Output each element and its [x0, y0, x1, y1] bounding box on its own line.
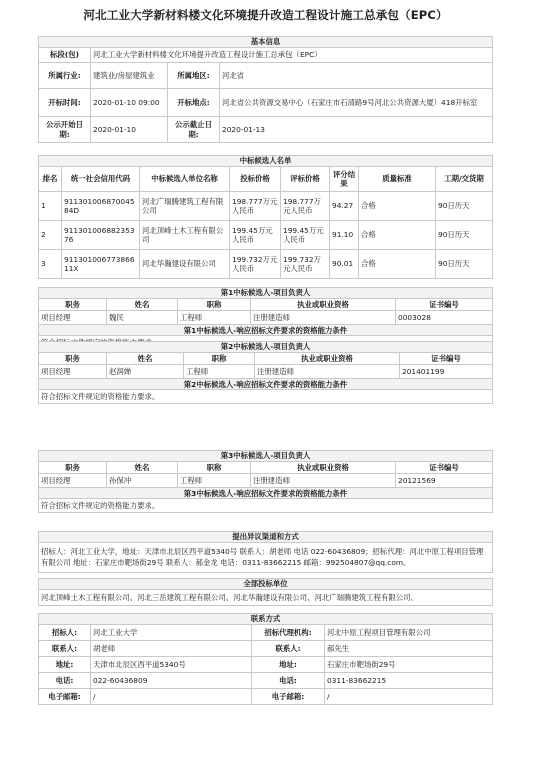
- column-header: 投标价格: [230, 167, 281, 192]
- table-row: [39, 365, 493, 379]
- basic-info-section: [38, 36, 493, 143]
- agency-email-value: /: [325, 689, 493, 705]
- table-cell: 合格: [359, 221, 436, 250]
- email-label: 电子邮箱:: [39, 689, 91, 705]
- table-cell: 90日历天: [436, 192, 493, 221]
- pm-qualification-header: 第1中标候选人-响应招标文件要求的资格能力条件: [39, 325, 493, 336]
- table-cell: 90日历天: [436, 221, 493, 250]
- table-row: [39, 221, 493, 250]
- agency-label: 招标代理机构:: [252, 625, 325, 641]
- table-cell: 工程师: [178, 474, 251, 488]
- table-cell: 91130100677386611X: [62, 250, 140, 279]
- column-header: 执业或职业资格: [251, 462, 396, 474]
- column-header: 职称: [178, 299, 251, 311]
- open-time-label: 开标时间:: [39, 89, 91, 117]
- column-header: 评分结果: [330, 167, 359, 192]
- objection-section: [38, 531, 493, 573]
- tenderer-contact-value: 胡老师: [91, 641, 252, 657]
- table-cell: 赵润婵: [107, 365, 184, 379]
- table-cell: 199.45万元人民币: [230, 221, 281, 250]
- table-row: [39, 474, 493, 488]
- column-header: 职称: [184, 353, 255, 365]
- agency-value: 河北中原工程项目管理有限公司: [325, 625, 493, 641]
- pm-section-header: 第3中标候选人-项目负责人: [39, 451, 493, 462]
- agency-phone-value: 0311-83662215: [325, 673, 493, 689]
- column-header: 质量标准: [359, 167, 436, 192]
- table-cell: 注册建造师: [255, 365, 400, 379]
- table-cell: 项目经理: [39, 311, 107, 325]
- table-cell: 90.01: [330, 250, 359, 279]
- column-header: 姓名: [107, 462, 178, 474]
- all-bidders-section: [38, 578, 493, 606]
- column-header: 统一社会信用代码: [62, 167, 140, 192]
- tenderer-label: 招标人:: [39, 625, 91, 641]
- column-header: 执业或职业资格: [251, 299, 396, 311]
- table-cell: 91130100687004584D: [62, 192, 140, 221]
- agency-address-value: 石家庄市靶场街29号: [325, 657, 493, 673]
- tenderer-value: 河北工业大学: [91, 625, 252, 641]
- pm-section-header: 第1中标候选人-项目负责人: [39, 288, 493, 299]
- column-header: 排名: [39, 167, 62, 192]
- pm-qualification-text: 符合招标文件规定的资格能力要求。: [39, 390, 493, 404]
- table-cell: 合格: [359, 192, 436, 221]
- industry-label: 所属行业:: [39, 63, 91, 89]
- email-label: 电子邮箱:: [252, 689, 325, 705]
- candidates-table: [38, 155, 493, 279]
- table-cell: 2: [39, 221, 62, 250]
- pub-start-label: 公示开始日期:: [39, 117, 91, 143]
- table-row: [39, 311, 493, 325]
- contact-table: [38, 613, 493, 705]
- table-cell: 3: [39, 250, 62, 279]
- table-cell: 199.732万元人民币: [230, 250, 281, 279]
- table-cell: 198.777万元人民币: [281, 192, 330, 221]
- pm-qualification-header: 第2中标候选人-响应招标文件要求的资格能力条件: [39, 379, 493, 390]
- column-header: 评标价格: [281, 167, 330, 192]
- column-header: 执业或职业资格: [255, 353, 400, 365]
- table-cell: 注册建造师: [251, 311, 396, 325]
- contact-person-label: 联系人:: [252, 641, 325, 657]
- table-cell: 注册建造师: [251, 474, 396, 488]
- region-label: 所属地区:: [168, 63, 220, 89]
- table-cell: 河北广瑞腾建筑工程有限公司: [140, 192, 230, 221]
- open-time-value: 2020-01-10 09:00: [91, 89, 168, 117]
- all-bidders-table: [38, 578, 493, 606]
- contact-header: 联系方式: [39, 614, 493, 625]
- table-cell: 工程师: [178, 311, 251, 325]
- page-title: 河北工业大学新材料楼文化环境提升改造工程设计施工总承包（EPC）: [83, 8, 448, 22]
- column-header: 职务: [39, 353, 107, 365]
- table-cell: 孙保冲: [107, 474, 178, 488]
- table-cell: 90日历天: [436, 250, 493, 279]
- table-cell: 94.27: [330, 192, 359, 221]
- candidates-header: 中标候选人名单: [39, 156, 493, 167]
- candidate-2-pm-section: [38, 341, 493, 404]
- column-header: 工期/交货期: [436, 167, 493, 192]
- open-place-label: 开标地点:: [168, 89, 220, 117]
- column-header: 职务: [39, 462, 107, 474]
- table-cell: 工程师: [184, 365, 255, 379]
- objection-text: 招标人：河北工业大学，地址：天津市北辰区西平道5340号 联系人：胡老师 电话 022-60436809；招标代理：河北中原工程项目管理有限公司 地址：石家庄市靶场街29号 联系人：郝金龙 电话：0311-83662215 邮箱：992504807@qq.com。: [39, 543, 493, 573]
- agency-contact-value: 郝先生: [325, 641, 493, 657]
- column-header: 职称: [178, 462, 251, 474]
- table-cell: 河北华瀚建设有限公司: [140, 250, 230, 279]
- column-header: 证书编号: [396, 299, 493, 311]
- basic-info-table: [38, 36, 493, 143]
- table-cell: 201401199: [400, 365, 493, 379]
- table-cell: 1: [39, 192, 62, 221]
- column-header: 职务: [39, 299, 107, 311]
- all-bidders-header: 全部投标单位: [39, 579, 493, 590]
- contact-person-label: 联系人:: [39, 641, 91, 657]
- bid-section-label: 标段(包): [39, 48, 91, 63]
- column-header: 姓名: [107, 299, 178, 311]
- candidate-3-pm-section: [38, 450, 493, 513]
- column-header: 证书编号: [396, 462, 493, 474]
- objection-table: [38, 531, 493, 573]
- pm-section-header: 第2中标候选人-项目负责人: [39, 342, 493, 353]
- column-header: 姓名: [107, 353, 184, 365]
- address-label: 地址:: [252, 657, 325, 673]
- basic-info-header: 基本信息: [39, 37, 493, 48]
- table-cell: 0003028: [396, 311, 493, 325]
- industry-value: 建筑业/房屋建筑业: [91, 63, 168, 89]
- all-bidders-text: 河北顶峰土木工程有限公司、河北三岳建筑工程有限公司、河北华瀚建设有限公司、河北广瑞腾建筑工程有限公司、: [39, 590, 493, 606]
- bid-section-value: 河北工业大学新材料楼文化环境提升改造工程设计施工总承包（EPC）: [91, 48, 493, 63]
- candidates-column-headers: [39, 167, 493, 192]
- pub-start-value: 2020-01-10: [91, 117, 168, 143]
- table-cell: 199.732万元人民币: [281, 250, 330, 279]
- table-cell: 198.777万元人民币: [230, 192, 281, 221]
- table-row: [39, 192, 493, 221]
- table-cell: 20121569: [396, 474, 493, 488]
- phone-label: 电话:: [39, 673, 91, 689]
- address-label: 地址:: [39, 657, 91, 673]
- region-value: 河北省: [220, 63, 493, 89]
- candidates-section: [38, 155, 493, 279]
- table-cell: 河北顶峰土木工程有限公司: [140, 221, 230, 250]
- candidate-3-pm-table: [38, 450, 493, 513]
- table-cell: 项目经理: [39, 474, 107, 488]
- phone-label: 电话:: [252, 673, 325, 689]
- tenderer-address-value: 天津市北辰区西平道5340号: [91, 657, 252, 673]
- tenderer-email-value: /: [91, 689, 252, 705]
- open-place-value: 河北省公共资源交易中心（石家庄市石清路9号河北公共资源大厦）418开标室: [220, 89, 493, 117]
- candidate-2-pm-table: [38, 341, 493, 404]
- table-cell: 项目经理: [39, 365, 107, 379]
- pub-end-label: 公示截止日期:: [168, 117, 220, 143]
- pm-qualification-header: 第3中标候选人-响应招标文件要求的资格能力条件: [39, 488, 493, 499]
- pub-end-value: 2020-01-13: [220, 117, 493, 143]
- table-cell: 91130100688235376: [62, 221, 140, 250]
- objection-header: 提出异议渠道和方式: [39, 532, 493, 543]
- column-header: 证书编号: [400, 353, 493, 365]
- contact-section: [38, 613, 493, 705]
- table-row: [39, 250, 493, 279]
- pm-qualification-text: 符合招标文件规定的资格能力要求。: [39, 499, 493, 513]
- table-cell: 魏民: [107, 311, 178, 325]
- table-cell: 合格: [359, 250, 436, 279]
- tenderer-phone-value: 022-60436809: [91, 673, 252, 689]
- table-cell: 91.10: [330, 221, 359, 250]
- column-header: 中标候选人单位名称: [140, 167, 230, 192]
- table-cell: 199.45万元人民币: [281, 221, 330, 250]
